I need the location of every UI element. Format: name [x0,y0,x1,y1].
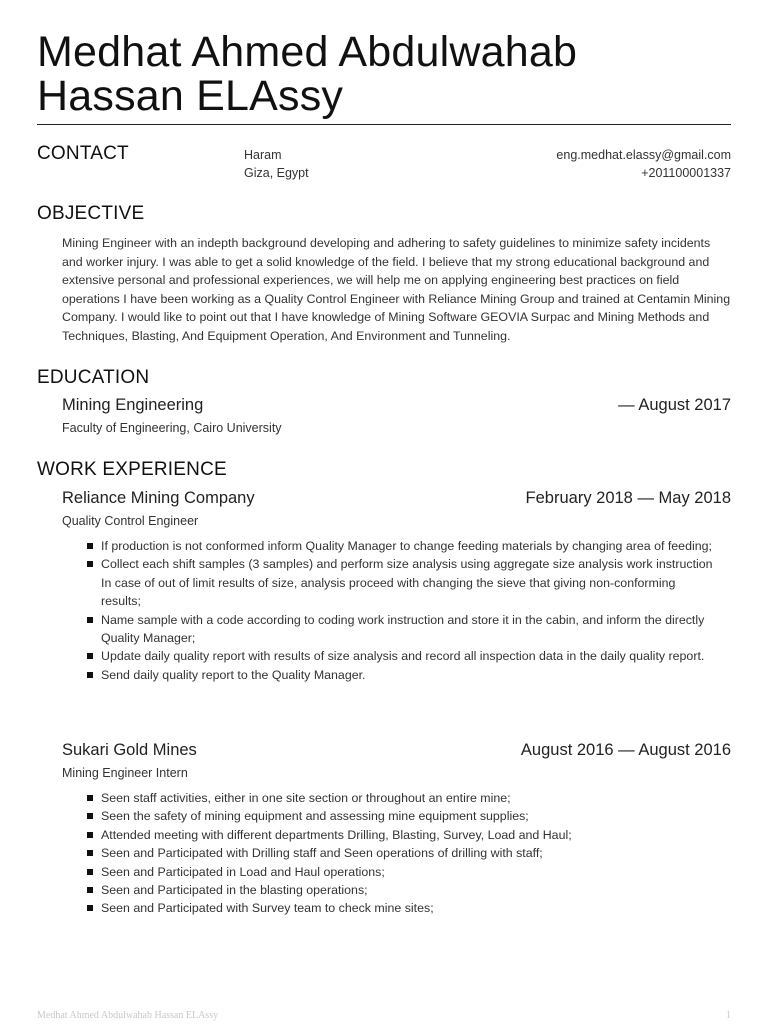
bullet-square-icon [87,617,93,623]
job-bullet-list [87,537,717,684]
list-item [87,844,717,862]
bullet-text: Name sample with a code according to coding work instruction and store it in the cabin, and inform the directly Quality Manager; [101,612,705,646]
bullet-square-icon [87,813,93,819]
contact-address [244,146,309,182]
bullet-text: Seen staff activities, either in one site section or throughout an entire mine; [101,791,511,805]
work-heading: WORK EXPERIENCE [37,459,227,480]
list-item [87,666,717,684]
objective-heading: OBJECTIVE [37,203,145,224]
phone-text: +201100001337 [641,166,731,180]
education-date: — August 2017 [618,396,731,414]
bullet-square-icon [87,795,93,801]
bullet-text: Send daily quality report to the Quality Manager. [101,667,366,682]
bullet-text: Collect each shift samples (3 samples) and perform size analysis using aggregate size analysis work instruction In case of out of limit results of size, analysis proceed with changing the sieve that giving non-conforming results; [101,557,713,609]
bullet-text: Seen the safety of mining equipment and assessing mine equipment supplies; [101,809,529,824]
bullet-text: Seen and Participated in the blasting operations; [101,883,368,898]
address-line-2: Giza, Egypt [244,166,309,180]
candidate-name [37,30,731,118]
header-divider [37,124,731,125]
bullet-square-icon [87,905,93,911]
list-item [87,863,717,881]
job-role: Quality Control Engineer [62,514,199,528]
job-company: Sukari Gold Mines [62,741,197,759]
bullet-square-icon [87,887,93,893]
list-item [87,555,717,610]
bullet-square-icon [87,561,93,567]
job-date: August 2016 — August 2016 [520,741,731,759]
footer-page-number: 1 [726,1010,731,1021]
name-line-1: Medhat Ahmed Abdulwahab [37,28,578,76]
list-item [87,899,717,917]
objective-text: Mining Engineer with an indepth background developing and adhering to safety guidelines to minimize safety incidents and worker injury. I was able to get a solid knowledge of the field. I believe that my strong educational background and extensive personal and professional experiences, we will help me on applying engineering best practices on field operations I have been working as a Quality Control Engineer with Reliance Mining Group and trained at Centamin Mining Company. I would like to point out that I have knowledge of Mining Software GEOVIA Surpac and Mining Methods and Techniques, Blasting, And Equipment Operation, And Environment and Tunneling. [62,236,731,343]
education-school: Faculty of Engineering, Cairo University [62,421,282,435]
bullet-square-icon [87,869,93,875]
contact-details [556,146,731,182]
email-text: eng.medhat.elassy@gmail.com [556,148,731,162]
education-degree: Mining Engineering [62,396,204,414]
education-heading: EDUCATION [37,367,150,388]
bullet-text: Seen and Participated with Survey team to check mine sites; [101,901,434,916]
job-role: Mining Engineer Intern [62,766,188,780]
bullet-square-icon [87,850,93,856]
bullet-text: If production is not conformed inform Quality Manager to change feeding materials by changing area of feeding; [101,539,712,553]
list-item [87,611,717,648]
footer-name: Medhat Ahmed Abdulwahab Hassan ELAssy [37,1010,219,1021]
list-item [87,647,717,665]
job-company: Reliance Mining Company [62,489,255,507]
bullet-text: Attended meeting with different departments Drilling, Blasting, Survey, Load and Haul; [101,827,572,842]
bullet-square-icon [87,543,93,549]
list-item [87,826,717,844]
list-item [87,807,717,825]
bullet-text: Seen and Participated in Load and Haul operations; [101,864,385,879]
bullet-square-icon [87,672,93,678]
bullet-text: Update daily quality report with results of size analysis and record all inspection data in the daily quality report. [101,649,705,664]
list-item [87,537,717,555]
bullet-square-icon [87,653,93,659]
bullet-text: Seen and Participated with Drilling staff and Seen operations of drilling with staff; [101,846,543,861]
list-item [87,789,717,807]
contact-heading: CONTACT [37,143,129,164]
address-line-1: Haram [244,148,282,162]
job-bullet-list [87,789,717,918]
name-line-2: Hassan ELAssy [37,72,344,120]
job-date: February 2018 — May 2018 [525,489,731,507]
list-item [87,881,717,899]
bullet-square-icon [87,832,93,838]
